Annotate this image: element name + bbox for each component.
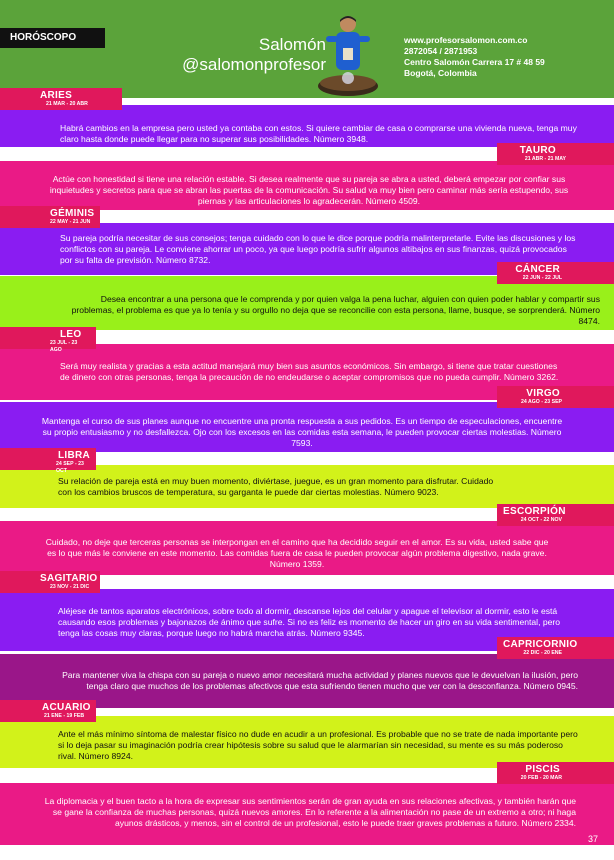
label-acuario <box>0 700 96 722</box>
label-leo <box>0 327 96 353</box>
text-sagitario: Aléjese de tantos aparatos electrónicos, sobre todo al dormir, descanse lejos del celular y apague el televisor al dormir, esto le está causando esos problemas y bajonazos de ánimo que sufre. Si no es feliz es momento de hacer un giro en su vida sentimental, pero tenga las cosas muy claras, porque luego no habrá marcha atrás. Número 9345. <box>58 606 561 639</box>
sign-dates: 23 NOV - 21 DIC <box>50 584 90 590</box>
sign-name: ESCORPIÓN <box>503 506 566 517</box>
text-libra: Su relación de pareja está en muy buen momento, diviértase, juegue, es un gran momento para disfrutar. Cuidado con los cambios bruscos de temperatura, su garganta le puede dar ciertas molestias. Número 9023. <box>58 476 494 498</box>
sign-dates: 22 DIC - 20 ENE <box>523 650 562 656</box>
sign-dates: 22 MAY - 21 JUN <box>50 219 91 225</box>
label-tauro <box>497 143 614 165</box>
label-libra <box>0 448 96 474</box>
sign-dates: 21 MAR - 20 ABR <box>46 101 88 107</box>
phones: 2872054 / 2871953 <box>404 46 478 56</box>
text-escorpion: Cuidado, no deje que terceras personas se interpongan en el camino que ha decidido seguir en el amor. Es su vida, usted sabe que es lo que más le conviene en este momento. Las comidas fuera de casa le pueden provocar algún problema digestivo, nada grave. Número 1359. <box>45 537 549 570</box>
label-capricornio <box>497 637 614 659</box>
sign-dates: 21 ABR - 21 MAY <box>524 156 566 162</box>
sign-name: ACUARIO <box>42 702 91 713</box>
address: Centro Salomón Carrera 17 # 48 59 <box>404 57 545 67</box>
label-piscis <box>497 762 614 784</box>
sign-name: LEO <box>60 329 82 340</box>
city: Bogotá, Colombia <box>404 68 477 78</box>
text-tauro: Actúe con honestidad si tiene una relación estable. Si desea realmente que su pareja se abra a usted, deberá empezar por confiar sus inquietudes y secretos para que se abran las puertas de la comunicación. Su salud va muy bien pero caminar más sería estupendo, sus piernas y las articulaciones lo agradecerán. Número 4509. <box>49 174 569 207</box>
label-geminis <box>0 206 100 228</box>
label-virgo <box>497 386 614 408</box>
sign-dates: 21 ENE - 19 FEB <box>44 713 85 719</box>
sign-name: GÉMINIS <box>50 208 95 219</box>
website-link[interactable]: www.profesorsalomon.com.co <box>404 35 528 45</box>
page-number: 37 <box>587 834 598 844</box>
text-acuario: Ante el más mínimo síntoma de malestar físico no dude en acudir a un profesional. Es probable que no se trate de nada importante pero si lo deja pasar su imaginación podría crear hipótesis sobre su salud que le alarmarían sin necesidad, su mente es su más poderoso rival. Número 8924. <box>58 729 578 762</box>
sign-dates: 23 JUL - 23 AGO <box>50 340 78 353</box>
sign-name: LIBRA <box>58 450 91 461</box>
label-escorpion <box>497 504 614 526</box>
sign-dates: 24 SEP - 23 OCT <box>56 461 84 474</box>
sign-dates: 22 JUN - 22 JUL <box>522 275 562 281</box>
sign-name: ARIES <box>40 90 73 101</box>
sign-dates: 24 AGO - 23 SEP <box>520 399 562 405</box>
sign-name: PISCIS <box>525 764 560 775</box>
text-leo: Será muy realista y gracias a esta actitud manejará muy bien sus asuntos económicos. Sin embargo, si tiene que tratar cuestiones de dinero con otras personas, tenga la precaución de no endeudarse o aceptar compromisos que no pueda cumplir. Número 3262. <box>60 361 559 383</box>
sign-name: CÁNCER <box>515 264 560 275</box>
sign-name: SAGITARIO <box>40 573 98 584</box>
text-piscis: La diplomacia y el buen tacto a la hora de expresar sus sentimientos serán de gran ayuda en sus relaciones afectivas, y también harán que se gane la confianza de muchas personas, quizá nuevos amores. En lo referente a la alimentación no pase de un extremo a otro; ni haga ayunos drásticos, y menos, sin el control de un profesional, esto le puede traer graves problemas a futuro. Número 2334. <box>44 796 576 829</box>
brand-handle: @salomonprofesor <box>182 55 326 74</box>
astrologer-photo <box>312 12 384 98</box>
section-tag: HORÓSCOPO <box>0 28 105 48</box>
contact-block <box>404 35 545 79</box>
sign-name: CAPRICORNIO <box>503 639 578 650</box>
label-aries <box>0 88 122 110</box>
sign-dates: 20 FEB - 20 MAR <box>520 775 562 781</box>
sign-name: TAURO <box>519 145 556 156</box>
brand-name: Salomón <box>258 35 326 54</box>
text-geminis: Su pareja podría necesitar de sus consejos; tenga cuidado con lo que le dice porque podría malinterpretarle. Evite las discusiones y los conflictos con su pareja. Le conviene ahorrar un poco, ya que luego podría sufrir algunos altibajos en sus finanzas, quizá provocados por su falta de previsión. Número 8732. <box>60 233 576 266</box>
sign-name: VIRGO <box>526 388 560 399</box>
text-cancer: Desea encontrar a una persona que le comprenda y por quien valga la pena luchar, alguien con quien poder hablar y compartir sus problemas, el problema es que ya lo tenía y su orgullo no deja que se reconcilie con esta persona, llame, busque, se sorprenderá. Número 8474. <box>71 294 600 327</box>
text-capricornio: Para mantener viva la chispa con su pareja o nuevo amor necesitará mucha actividad y planes nuevos que le devuelvan la ilusión, pero tenga claro que muchos de los problemas afectivos que esta sufriendo tienen mucho que ver con la desconfianza. Número 0945. <box>62 670 578 692</box>
sign-dates: 24 OCT - 22 NOV <box>520 517 562 523</box>
text-aries: Habrá cambios en la empresa pero usted ya contaba con estos. Si quiere cambiar de casa o comprarse una vivienda nueva, tenga muy claro hasta donde puede llegar para no superar sus posibilidades. Número 3948. <box>60 123 577 145</box>
label-sagitario <box>0 571 100 593</box>
text-virgo: Mantenga el curso de sus planes aunque no encuentre una pronta respuesta a sus pedidos. Es un tiempo de especulaciones, encuentre su propio entusiasmo y no desfallezca. Ojo con los excesos en las comidas esta semana, le pueden provocar ciertas molestias. Número 7593. <box>41 416 563 449</box>
